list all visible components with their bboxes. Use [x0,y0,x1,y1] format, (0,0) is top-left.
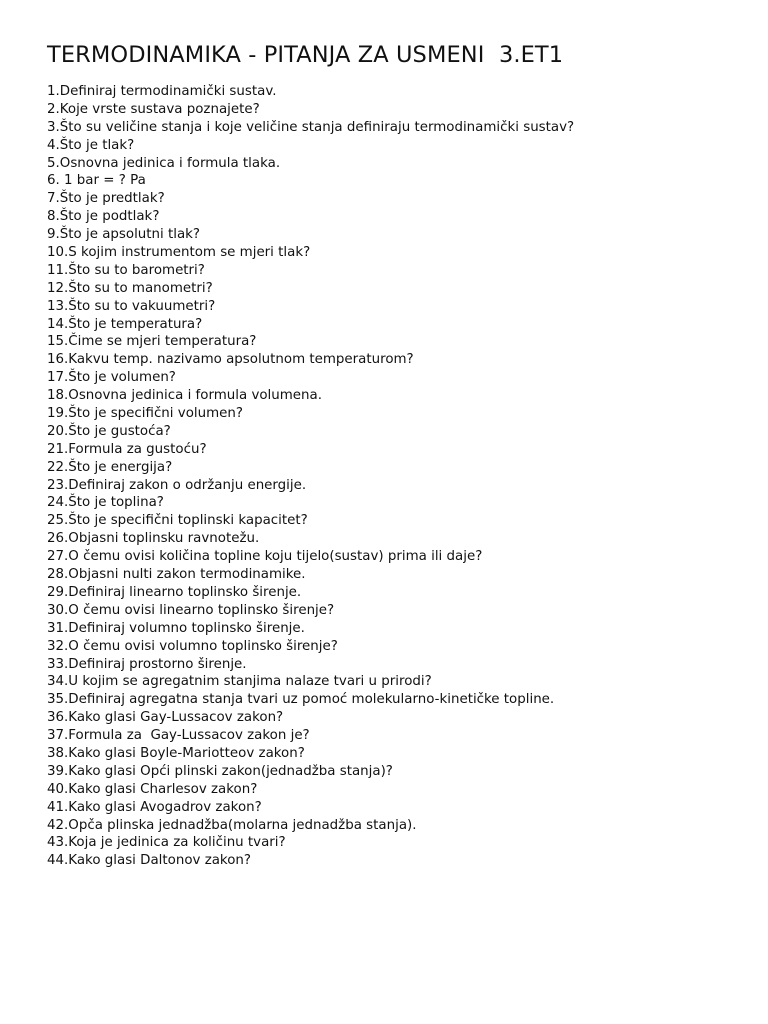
question-item: 23.Definiraj zakon o održanju energije. [47,477,307,493]
question-item: 37.Formula za Gay-Lussacov zakon je? [47,728,310,744]
question-item: 26.Objasni toplinsku ravnotežu. [47,531,260,547]
question-item: 8.Što je podtlak? [47,209,160,225]
question-item: 12.Što su to manometri? [47,280,213,296]
question-item: 22.Što je energija? [47,459,173,475]
question-item: 27.O čemu ovisi količina topline koju tijelo(sustav) prima ili daje? [47,549,483,565]
question-item: 29.Definiraj linearno toplinsko širenje. [47,584,302,600]
question-item: 32.O čemu ovisi volumno toplinsko širenje? [47,638,338,654]
question-item: 30.O čemu ovisi linearno toplinsko širenje? [47,602,335,618]
question-item: 15.Čime se mjeri temperatura? [47,334,257,350]
question-item: 34.U kojim se agregatnim stanjima nalaze tvari u prirodi? [47,674,432,690]
question-item: 31.Definiraj volumno toplinsko širenje. [47,620,305,636]
question-item: 41.Kako glasi Avogadrov zakon? [47,799,262,815]
question-item: 18.Osnovna jedinica i formula volumena. [47,388,322,404]
question-item: 21.Formula za gustoću? [47,441,207,457]
question-item: 39.Kako glasi Opći plinski zakon(jednadžba stanja)? [47,763,393,779]
question-item: 9.Što je apsolutni tlak? [47,227,201,243]
question-list [47,83,574,870]
document-title: TERMODINAMIKA - PITANJA ZA USMENI 3.ET1 [47,42,564,68]
question-item: 38.Kako glasi Boyle-Mariotteov zakon? [47,745,305,761]
question-item: 2.Koje vrste sustava poznajete? [47,101,260,117]
question-item: 7.Što je predtlak? [47,191,165,207]
question-item: 28.Objasni nulti zakon termodinamike. [47,567,306,583]
question-item: 20.Što je gustoća? [47,423,171,439]
question-item: 36.Kako glasi Gay-Lussacov zakon? [47,710,284,726]
question-item: 35.Definiraj agregatna stanja tvari uz pomoć molekularno-kinetičke topline. [47,692,555,708]
question-item: 3.Što su veličine stanja i koje veličine stanja definiraju termodinamički sustav? [47,119,575,135]
question-item: 4.Što je tlak? [47,137,135,153]
question-item: 10.S kojim instrumentom se mjeri tlak? [47,245,311,261]
question-item: 16.Kakvu temp. nazivamo apsolutnom temperaturom? [47,352,414,368]
question-item: 6. 1 bar = ? Pa [47,173,146,189]
question-item: 44.Kako glasi Daltonov zakon? [47,853,251,869]
question-item: 1.Definiraj termodinamički sustav. [47,84,277,99]
question-item: 33.Definiraj prostorno širenje. [47,656,247,672]
question-item: 17.Što je volumen? [47,370,176,386]
question-item: 42.Opča plinska jednadžba(molarna jednadžba stanja). [47,817,417,833]
question-item: 13.Što su to vakuumetri? [47,298,216,314]
question-item: 5.Osnovna jedinica i formula tlaka. [47,155,281,171]
question-item: 43.Koja je jedinica za količinu tvari? [47,835,286,851]
question-item: 25.Što je specifični toplinski kapacitet? [47,513,308,529]
question-item: 40.Kako glasi Charlesov zakon? [47,781,258,797]
question-item: 11.Što su to barometri? [47,262,205,278]
question-item: 14.Što je temperatura? [47,316,203,332]
question-item: 19.Što je specifični volumen? [47,406,243,422]
question-item: 24.Što je toplina? [47,495,164,511]
